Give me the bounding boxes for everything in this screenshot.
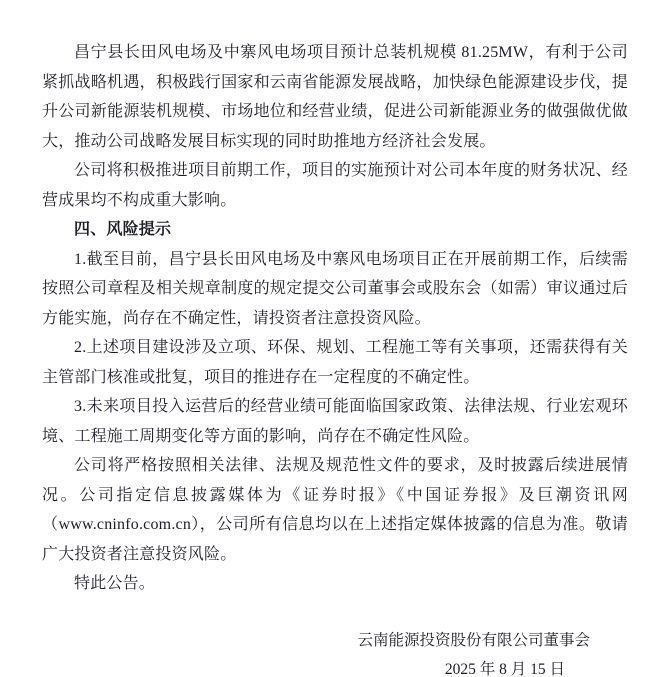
body-paragraph-project-scale: 昌宁县长田风电场及中寨风电场项目预计总装机规模 81.25MW，有利于公司紧抓战略机遇，积极践行国家和云南省能源发展战略，加快绿色能源建设步伐，提升公司新能源装机规模、市场地位和经营业绩，促进公司新能源业务的做强做优做大，推动公司战略发展目标实现的同时助推地方经济社会发展。 xyxy=(42,44,628,150)
risk-item-3: 3.未来项目投入运营后的经营业绩可能面临国家政策、法律法规、行业宏观环境、工程施工周期变化等方面的影响，尚存在不确定性风险。 xyxy=(42,398,628,445)
risk-item-2: 2.上述项目建设涉及立项、环保、规划、工程施工等有关事项，还需获得有关主管部门核准或批复，项目的推进存在一定程度的不确定性。 xyxy=(42,339,628,386)
body-paragraph-impact: 公司将积极推进项目前期工作，项目的实施预计对公司本年度的财务状况、经营成果均不构成重大影响。 xyxy=(42,162,628,209)
section-heading-risk-notice: 四、风险提示 xyxy=(74,221,172,238)
signature-company: 云南能源投资股份有限公司董事会 xyxy=(357,631,590,649)
signature-date: 2025 年 8 月 15 日 xyxy=(444,661,565,677)
body-paragraph-disclosure-media: 公司将严格按照相关法律、法规及规范性文件的要求，及时披露后续进展情况。公司指定信息披露媒体为《证券时报》《中国证券报》及巨潮资讯网（www.cninfo.com.cn），公司所有信息均以在上述指定媒体披露的信息为准。敬请广大投资者注意投资风险。 xyxy=(42,457,628,563)
risk-item-1: 1.截至目前，昌宁县长田风电场及中寨风电场项目正在开展前期工作，后续需按照公司章程及相关规章制度的规定提交公司董事会或股东会（如需）审议通过后方能实施，尚存在不确定性，请投资者注意投资风险。 xyxy=(42,250,628,327)
signature-block xyxy=(42,626,628,677)
body-paragraph-closing: 特此公告。 xyxy=(74,575,156,592)
